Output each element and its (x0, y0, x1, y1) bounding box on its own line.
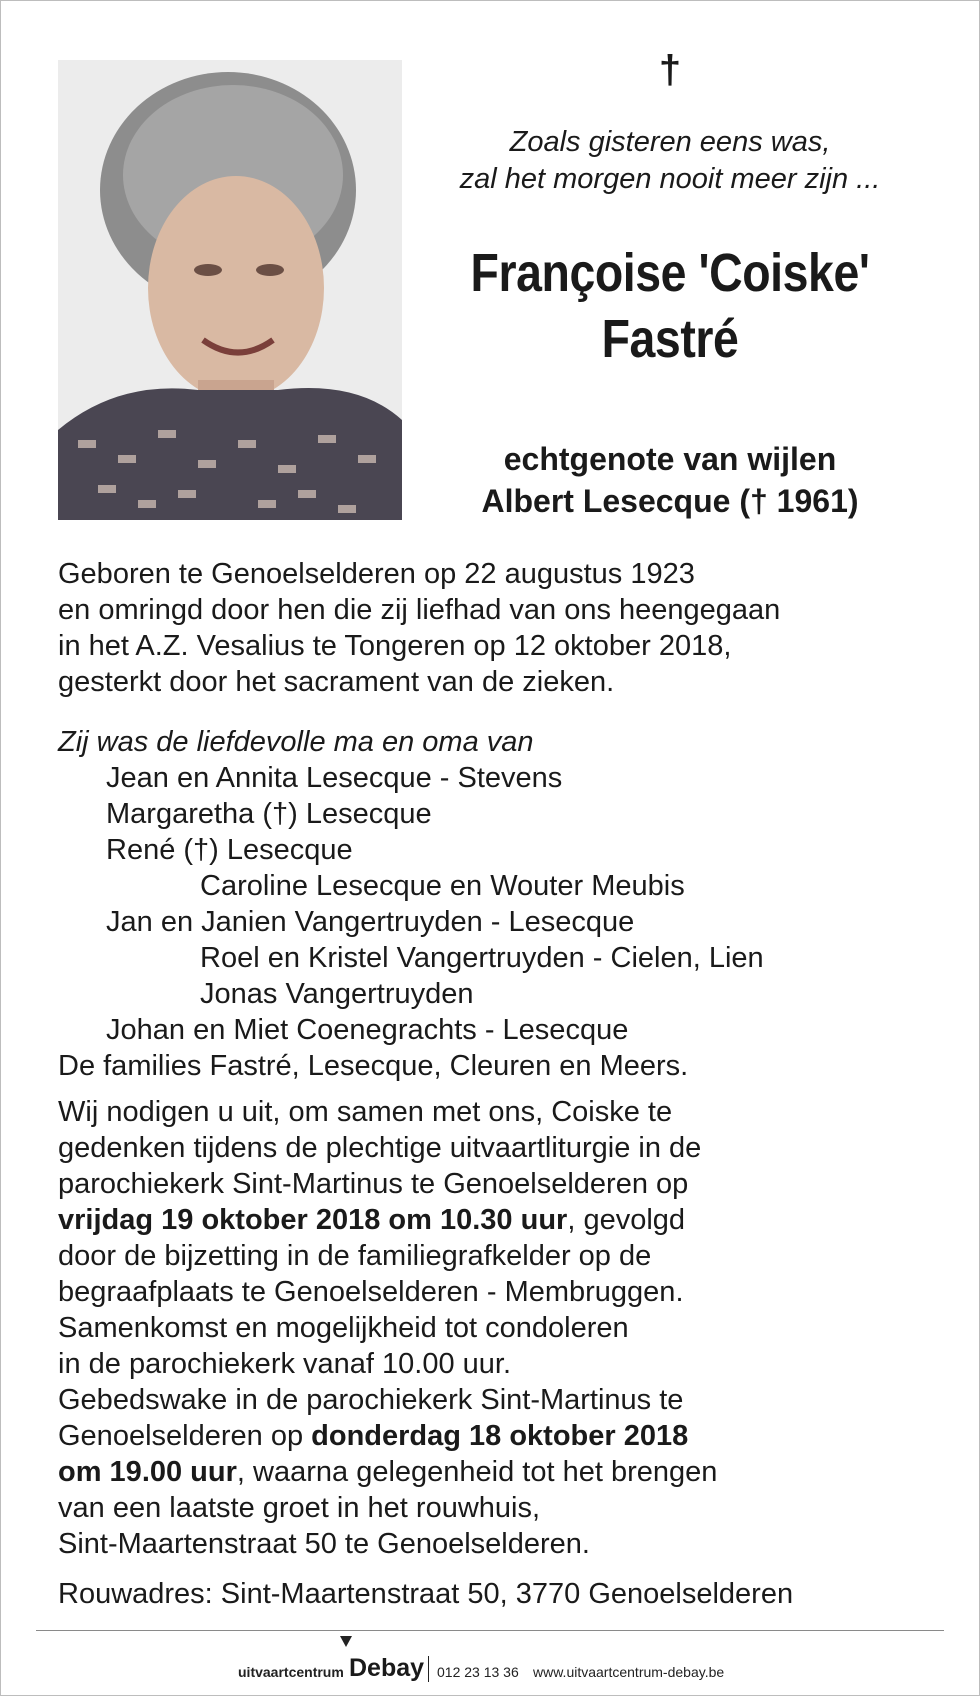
name-line: Françoise 'Coiske' (470, 243, 870, 303)
text-line: Samenkomst en mogelijkheid tot condoleren (58, 1312, 629, 1344)
text-line (58, 1202, 717, 1238)
footer-divider (36, 1630, 944, 1631)
family-member: Johan en Miet Coenegrachts - Lesecque (106, 1014, 629, 1046)
portrait-photo (58, 60, 402, 520)
family-member: Jonas Vangertruyden (200, 978, 474, 1010)
funeral-datetime: vrijdag 19 oktober 2018 om 10.30 uur (58, 1204, 568, 1236)
spouse-line: echtgenote van wijlen (503, 441, 837, 477)
logo-arrow-icon (340, 1636, 352, 1647)
text-line: van een laatste groet in het rouwhuis, (58, 1492, 541, 1524)
text-line: Geboren te Genoelselderen op 22 augustus 1923 (58, 558, 695, 590)
cross-icon: † (658, 48, 682, 92)
footer-prefix: uitvaartcentrum (238, 1664, 344, 1680)
text-fragment: , waarna gelegenheid tot het brengen (236, 1456, 718, 1488)
vigil-date: donderdag 18 oktober 2018 (311, 1420, 689, 1452)
vigil-time: om 19.00 uur (58, 1456, 237, 1488)
text-line: begraafplaats te Genoelselderen - Membruggen. (58, 1276, 684, 1308)
memorial-quote (430, 124, 910, 198)
family-intro: Zij was de liefdevolle ma en oma van (58, 726, 534, 758)
text-line: in het A.Z. Vesalius te Tongeren op 12 oktober 2018, (58, 630, 732, 662)
text-line: Gebedswake in de parochiekerk Sint-Martinus te (58, 1384, 684, 1416)
family-member: Margaretha (†) Lesecque (106, 798, 432, 830)
text-line: en omringd door hen die zij liefhad van ons heengegaan (58, 594, 781, 626)
text-fragment: , gevolgd (567, 1204, 686, 1236)
spouse-info (430, 438, 910, 522)
footer (0, 1644, 980, 1684)
quote-line: zal het morgen nooit meer zijn ... (459, 163, 881, 195)
family-list (58, 724, 764, 1084)
mourning-address: Rouwadres: Sint-Maartenstraat 50, 3770 Genoelselderen (58, 1578, 794, 1610)
spouse-line: Albert Lesecque († 1961) (481, 483, 859, 519)
text-line: parochiekerk Sint-Martinus te Genoelselderen op (58, 1168, 689, 1200)
text-fragment: Genoelselderen op (58, 1420, 312, 1452)
family-member: René (†) Lesecque (106, 834, 353, 866)
quote-line: Zoals gisteren eens was, (509, 126, 831, 158)
text-line: gedenken tijdens de plechtige uitvaartliturgie in de (58, 1132, 702, 1164)
family-member: Roel en Kristel Vangertruyden - Cielen, Lien (200, 942, 764, 974)
text-line: door de bijzetting in de familiegrafkelder op de (58, 1240, 652, 1272)
text-line: gesterkt door het sacrament van de zieken. (58, 666, 615, 698)
family-member: Jan en Janien Vangertruyden - Lesecque (106, 906, 635, 938)
family-member: Caroline Lesecque en Wouter Meubis (200, 870, 685, 902)
text-line (58, 1418, 717, 1454)
footer-website-link[interactable]: www.uitvaartcentrum-debay.be (533, 1664, 725, 1680)
text-line: Wij nodigen u uit, om samen met ons, Coiske te (58, 1096, 673, 1128)
text-line: in de parochiekerk vanaf 10.00 uur. (58, 1348, 512, 1380)
footer-brand-logo: Debay (349, 1654, 425, 1682)
family-member: Jean en Annita Lesecque - Stevens (106, 762, 563, 794)
birth-death-paragraph (58, 556, 780, 700)
deceased-name (446, 240, 893, 372)
name-line: Fastré (601, 309, 739, 369)
text-line: Sint-Maartenstraat 50 te Genoelselderen. (58, 1528, 590, 1560)
funeral-invitation (58, 1094, 717, 1562)
family-member: De families Fastré, Lesecque, Cleuren en Meers. (58, 1050, 689, 1082)
footer-phone[interactable]: 012 23 13 36 (437, 1664, 519, 1680)
footer-separator (428, 1656, 429, 1682)
text-line (58, 1454, 717, 1490)
